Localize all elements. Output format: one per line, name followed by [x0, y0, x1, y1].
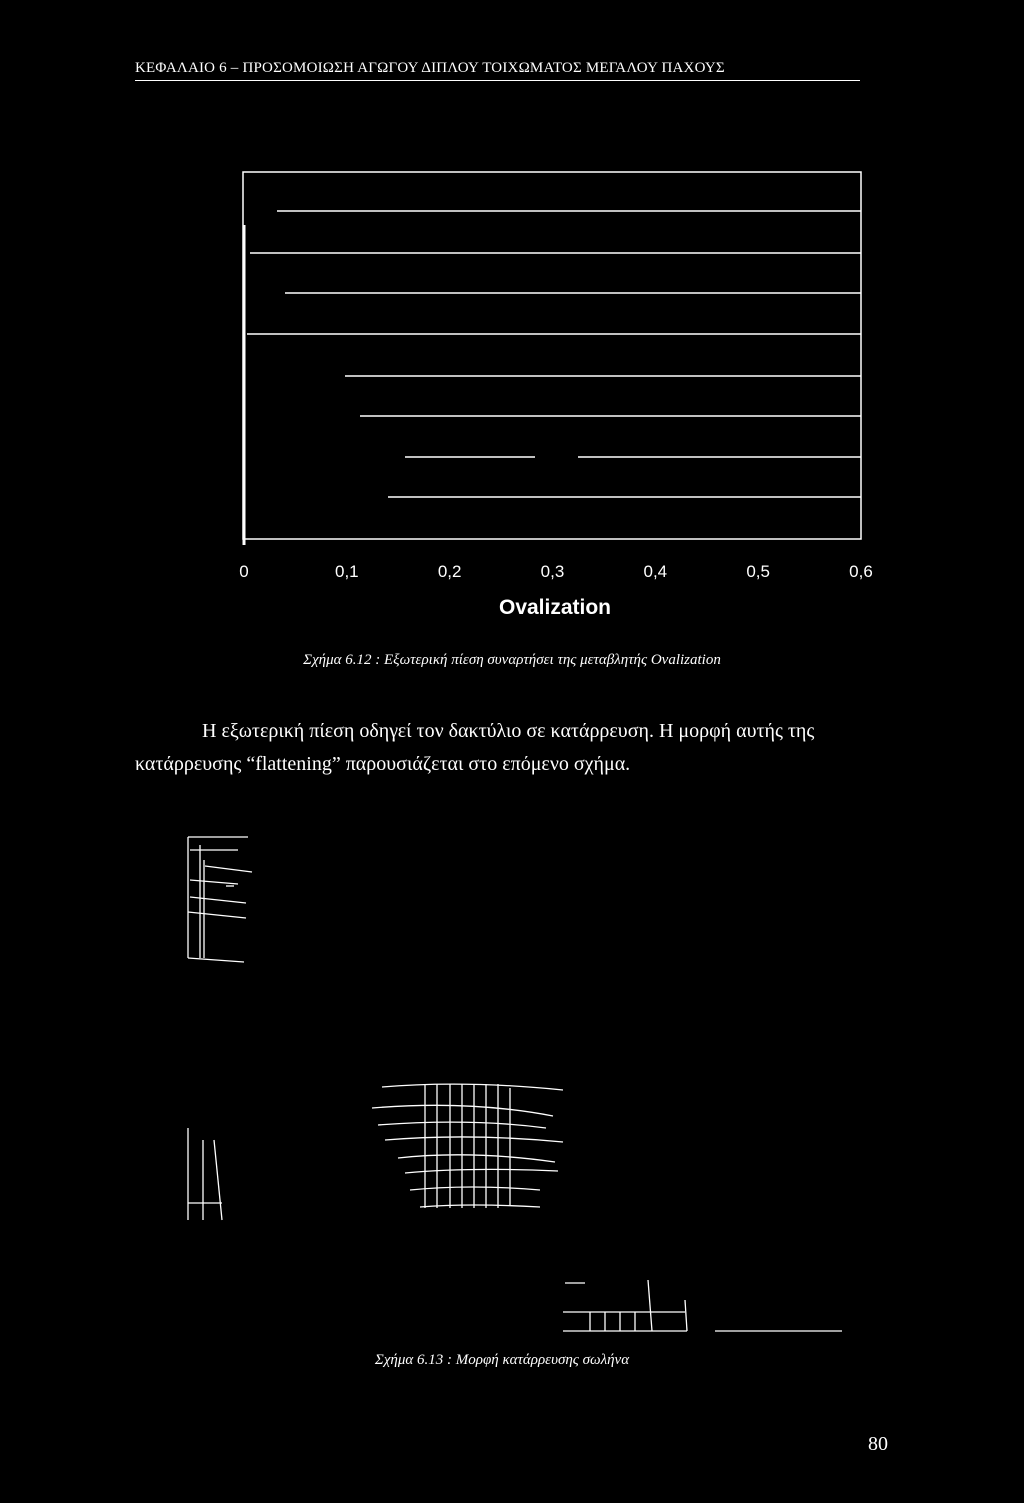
figure-caption-6-12: Σχήμα 6.12 : Εξωτερική πίεση συναρτήσει της μεταβλητής Ovalization: [303, 652, 721, 668]
x-tick-label: 0,6: [849, 562, 873, 581]
x-tick-label: 0: [239, 562, 249, 581]
x-tick-label: 0,3: [540, 562, 565, 581]
mesh-fragment-left-middle: [188, 1128, 222, 1220]
paragraph-line-2: κατάρρευσης “flattening” παρουσιάζεται στο επόμενο σχήμα.: [135, 753, 631, 775]
x-axis-label: Ovalization: [498, 596, 612, 619]
x-tick-label: 0,5: [746, 562, 770, 581]
x-tick-label: 0,2: [437, 562, 462, 581]
paragraph-line-1: Η εξωτερική πίεση οδηγεί τον δακτύλιο σε κατάρρευση. Η μορφή αυτής της: [202, 720, 815, 742]
mesh-fragment-bottom-right: [563, 1280, 842, 1331]
mesh-fragment-top-left: [188, 837, 252, 962]
page-number: 80: [868, 1433, 888, 1455]
running-header: ΚΕΦΑΛΑΙΟ 6 – ΠΡΟΣΟΜΟΙΩΣΗ ΑΓΩΓΟΥ ΔΙΠΛΟΥ ΤΟΙΧΩΜΑΤΟΣ ΜΕΓΑΛΟΥ ΠΑΧΟΥΣ: [135, 60, 725, 76]
figure-caption-6-13: Σχήμα 6.13 : Μορφή κατάρρευσης σωλήνα: [374, 1352, 630, 1368]
mesh-central-curved: [372, 1084, 563, 1208]
x-tick-label: 0,4: [643, 562, 668, 581]
x-tick-label: 0,1: [335, 562, 359, 581]
